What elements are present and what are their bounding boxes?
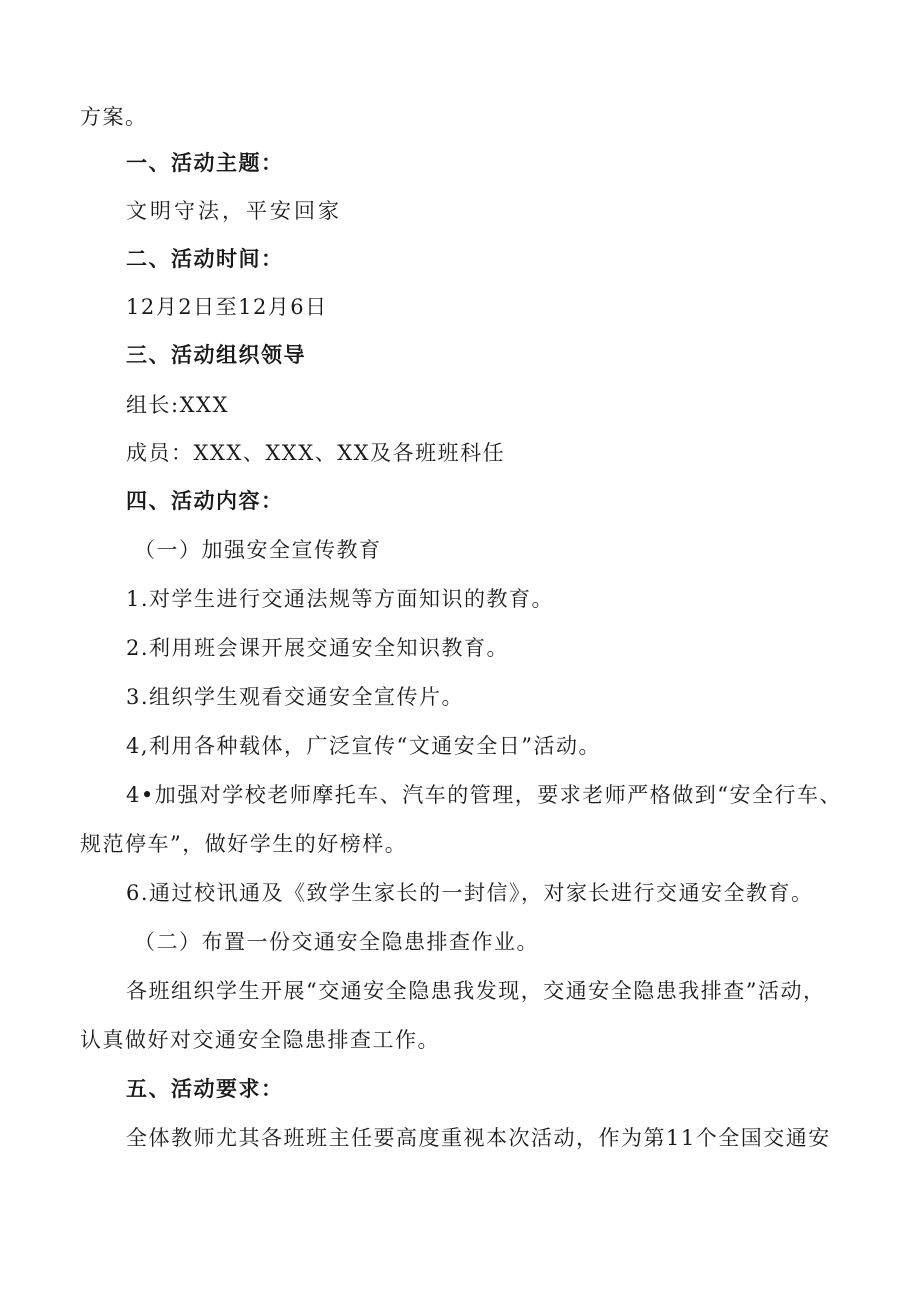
section-heading-time: 二、活动时间： xyxy=(126,247,284,271)
subsection-heading: （一）加强安全宣传教育 xyxy=(134,538,382,562)
list-item: 1.对学生进行交通法规等方面知识的教育。 xyxy=(126,587,555,611)
text-line: 各班组织学生开展“交通安全隐患我发现，交通安全隐患我排查”活动， xyxy=(126,979,826,1003)
list-item: 4•加强对学校老师摩托车、汽车的管理，要求老师严格做到“安全行车、 xyxy=(126,783,842,807)
subsection-heading: （二）布置一份交通安全隐患排查作业。 xyxy=(134,930,539,954)
text-line: 认真做好对交通安全隐患排查工作。 xyxy=(80,1028,440,1052)
list-item: 3.组织学生观看交通安全宣传片。 xyxy=(126,685,465,709)
list-item: 2.利用班会课开展交通安全知识教育。 xyxy=(126,636,510,660)
text-line: 方案。 xyxy=(80,105,148,129)
section-heading-content: 四、活动内容： xyxy=(126,489,284,513)
list-item: 4,利用各种载体，广泛宣传“文通安全日”活动。 xyxy=(126,734,602,758)
text-line: 12月2日至12月6日 xyxy=(126,295,328,319)
text-line: 文明守法，平安回家 xyxy=(126,199,342,223)
text-line: 组长:XXX xyxy=(126,393,229,417)
text-line: 全体教师尤其各班班主任要高度重视本次活动，作为第11个全国交通安 xyxy=(126,1126,831,1150)
section-heading-theme: 一、活动主题： xyxy=(126,151,284,175)
list-item: 6.通过校讯通及《致学生家长的一封信》，对家长进行交通安全教育。 xyxy=(126,881,814,905)
text-line: 成员：XXX、XXX、XX及各班班科任 xyxy=(126,441,506,465)
text-line: 规范停车”，做好学生的好榜样。 xyxy=(80,832,408,856)
section-heading-requirements: 五、活动要求： xyxy=(126,1077,284,1101)
section-heading-organization: 三、活动组织领导 xyxy=(126,343,306,367)
